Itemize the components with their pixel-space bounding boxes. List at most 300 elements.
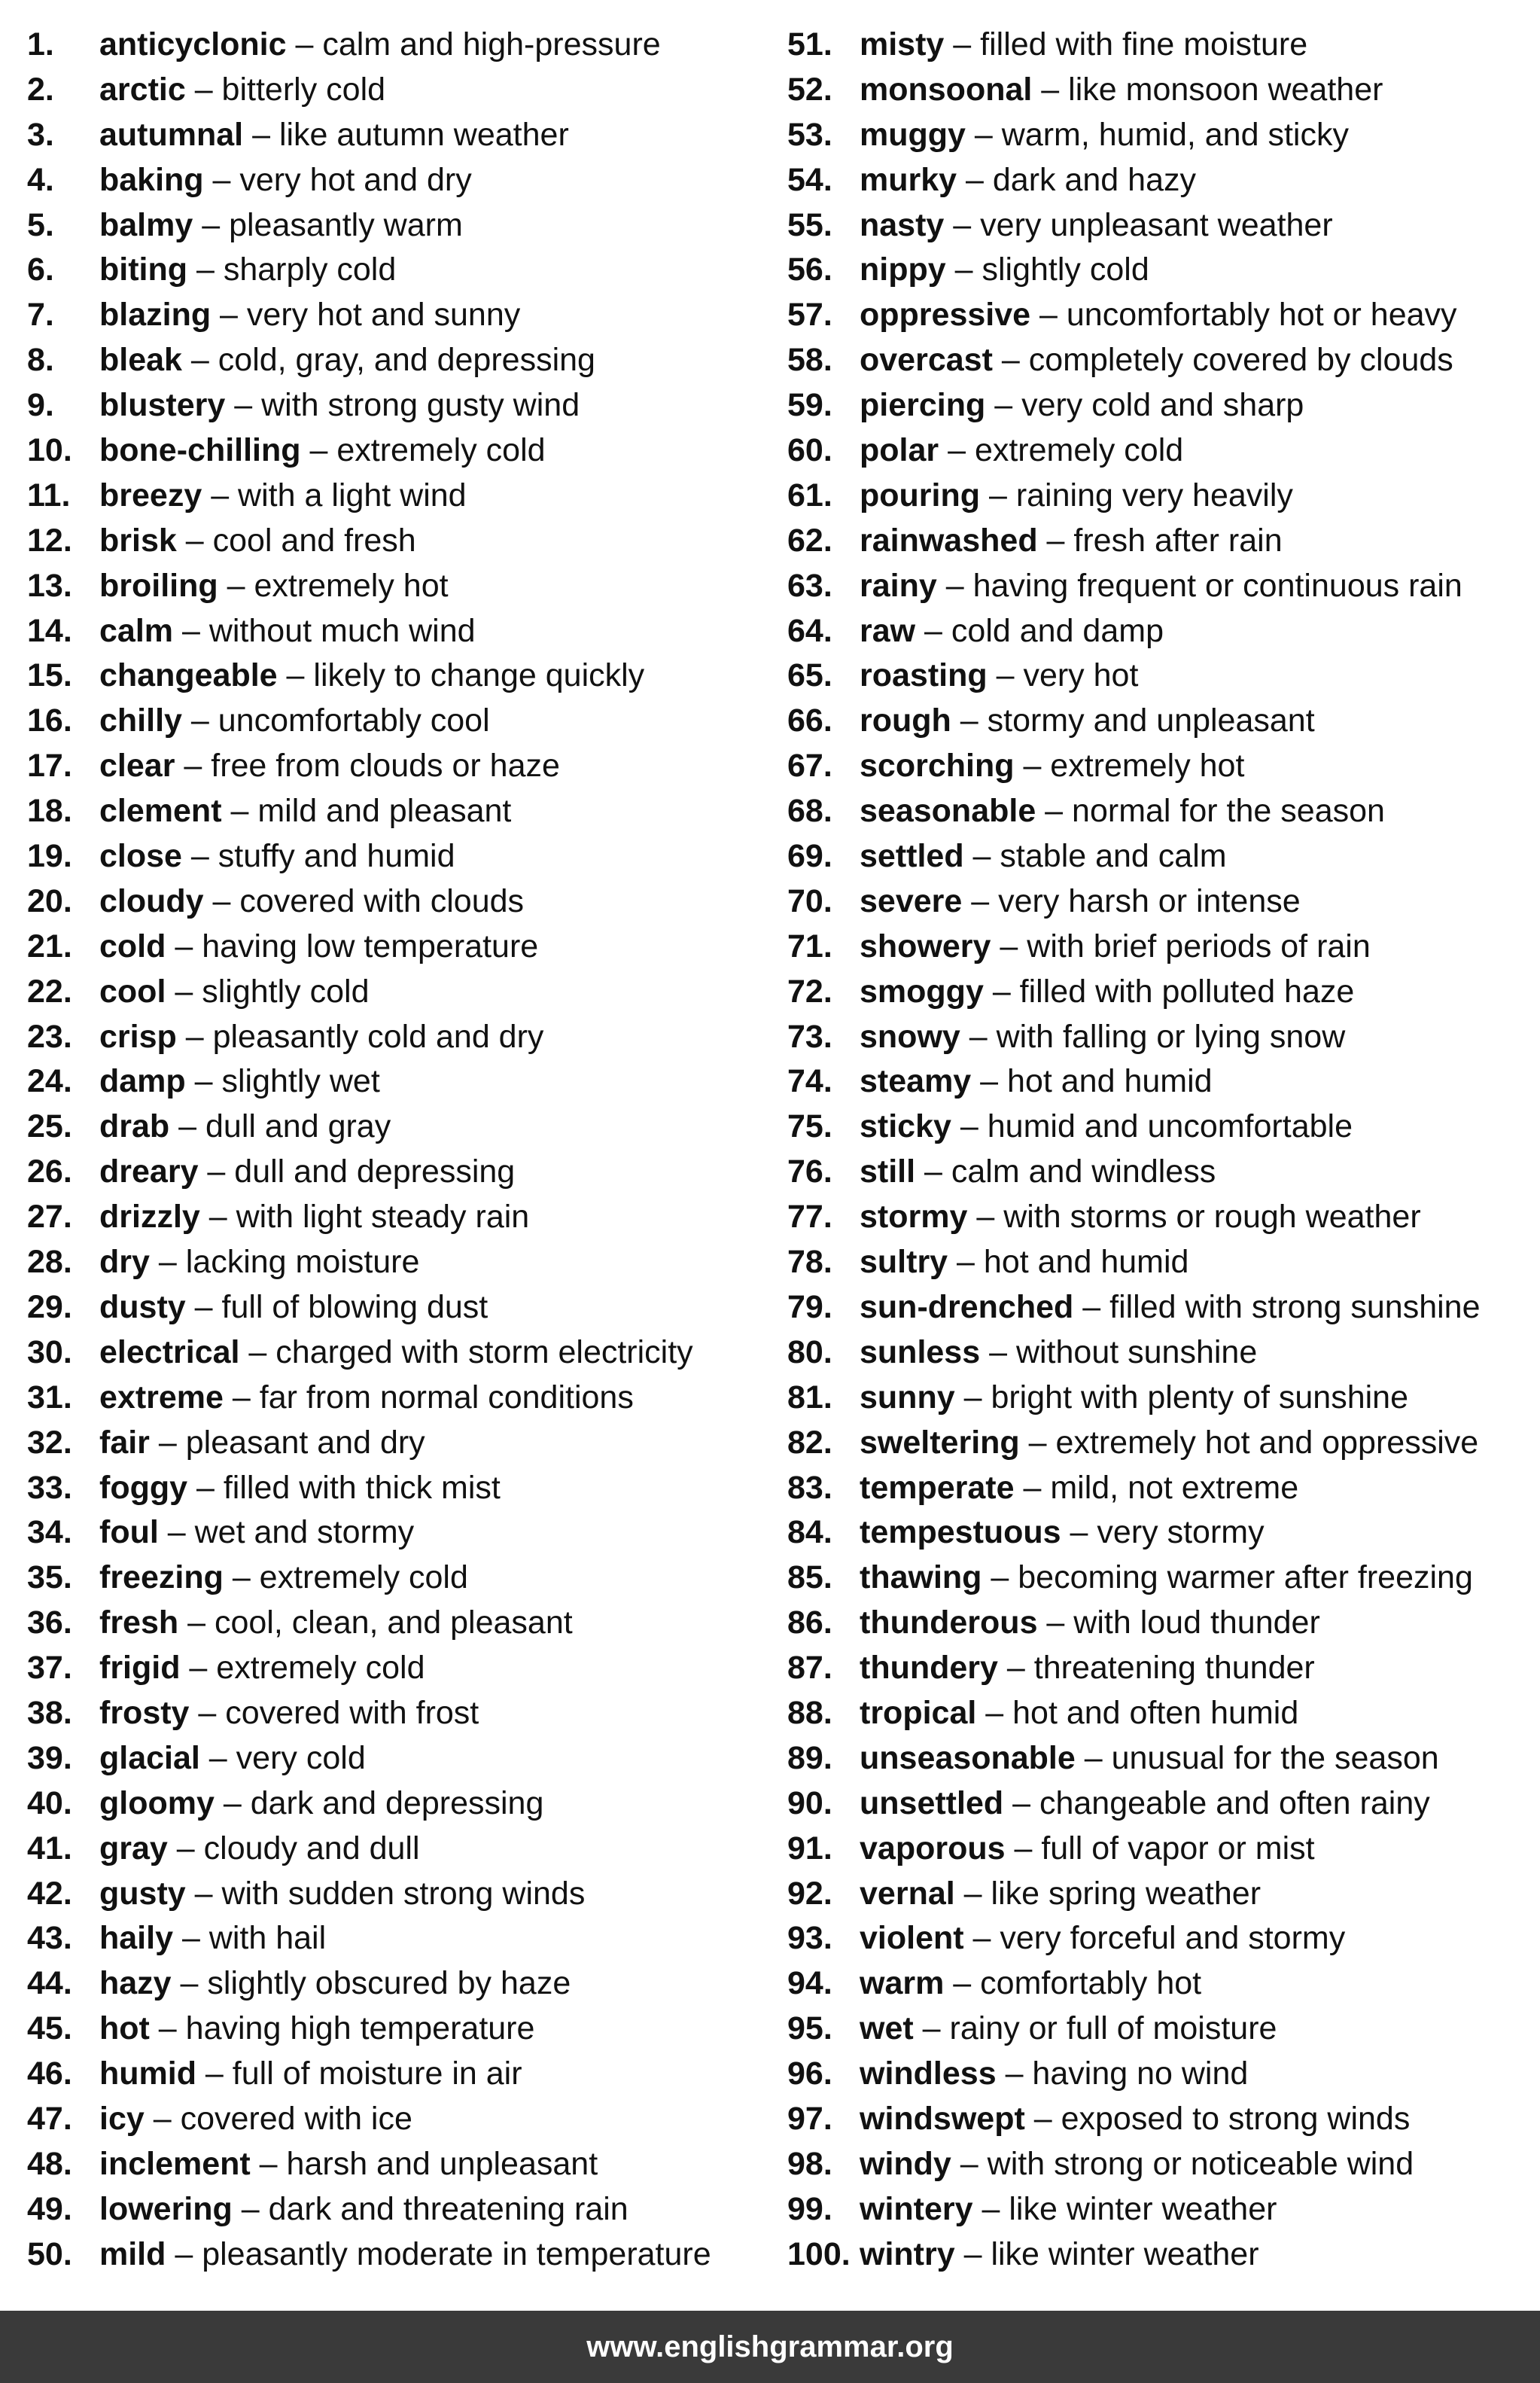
list-item: [27, 1872, 772, 1917]
word-definition: – covered with frost: [189, 1694, 479, 1731]
weather-word: windy: [860, 2145, 951, 2182]
list-item: [27, 1781, 772, 1827]
list-item: [27, 2187, 772, 2232]
list-item: [27, 789, 772, 834]
weather-word: sticky: [860, 1108, 951, 1145]
word-definition: – wet and stormy: [158, 1514, 415, 1551]
list-item: [27, 1059, 772, 1105]
list-item: [787, 744, 1532, 789]
list-item: [787, 2097, 1532, 2142]
footer-url[interactable]: www.englishgrammar.org: [586, 2330, 954, 2363]
item-number: 1.: [27, 26, 54, 62]
word-definition: – like autumn weather: [243, 116, 569, 153]
word-definition: – mild, not extreme: [1014, 1469, 1299, 1506]
word-definition: – lacking moisture: [149, 1244, 420, 1281]
list-item: [27, 158, 772, 203]
list-item: [787, 1376, 1532, 1421]
word-definition: – becoming warmer after freezing: [982, 1559, 1473, 1596]
word-definition: – very hot and sunny: [211, 297, 521, 334]
weather-word: chilly: [99, 702, 182, 739]
weather-word: murky: [860, 161, 957, 198]
word-definition: – with sudden strong winds: [185, 1875, 586, 1912]
list-item: [787, 1421, 1532, 1466]
word-definition: – cool, clean, and pleasant: [178, 1604, 573, 1641]
weather-word: mild: [99, 2235, 166, 2272]
weather-word: sunless: [860, 1333, 981, 1370]
word-definition: – extremely hot: [1014, 748, 1245, 785]
list-item: [27, 744, 772, 789]
weather-word: dreary: [99, 1153, 199, 1190]
weather-word: rainy: [860, 567, 937, 604]
list-item: [27, 879, 772, 925]
weather-word: nippy: [860, 251, 946, 288]
weather-word: oppressive: [860, 297, 1031, 334]
weather-word: monsoonal: [860, 71, 1033, 108]
list-item: [27, 1285, 772, 1330]
item-number: 18.: [27, 793, 72, 830]
word-definition: – slightly obscured by haze: [171, 1965, 571, 2002]
list-item: [787, 203, 1532, 248]
list-item: [27, 1916, 772, 1961]
item-number: 26.: [27, 1153, 72, 1190]
item-number: 22.: [27, 973, 72, 1010]
word-definition: – with hail: [173, 1920, 327, 1957]
weather-word: drizzly: [99, 1199, 200, 1236]
item-number: 45.: [27, 2010, 72, 2047]
weather-word: changeable: [99, 657, 278, 694]
weather-word: haily: [99, 1920, 173, 1957]
list-item: [787, 1466, 1532, 1511]
weather-word: thawing: [860, 1559, 982, 1596]
list-item: [787, 2007, 1532, 2052]
item-number: 43.: [27, 1920, 72, 1957]
list-item: [27, 1376, 772, 1421]
list-item: [27, 1240, 772, 1285]
weather-word: scorching: [860, 748, 1015, 785]
item-number: 33.: [27, 1469, 72, 1506]
weather-word: severe: [860, 882, 963, 919]
item-number: 71.: [787, 928, 832, 964]
list-item: [27, 1961, 772, 2007]
weather-word: unseasonable: [860, 1739, 1076, 1776]
word-definition: – rainy or full of moisture: [913, 2010, 1277, 2047]
list-item: [27, 2232, 772, 2278]
word-definition: – very hot and dry: [203, 161, 472, 198]
word-definition: – extremely hot: [218, 567, 449, 604]
list-item: [787, 789, 1532, 834]
item-number: 87.: [787, 1650, 832, 1687]
word-definition: – like winter weather: [954, 2235, 1259, 2272]
word-definition: – very stormy: [1061, 1514, 1265, 1551]
weather-word: showery: [860, 928, 991, 964]
word-definition: – extremely hot and oppressive: [1019, 1424, 1479, 1461]
footer-bar: [0, 2311, 1540, 2383]
item-number: 51.: [787, 26, 832, 62]
list-item: [787, 2142, 1532, 2187]
weather-word: vernal: [860, 1875, 955, 1912]
list-item: [787, 1510, 1532, 1556]
list-item: [787, 474, 1532, 519]
weather-word: nasty: [860, 206, 945, 243]
weather-word: gray: [99, 1830, 168, 1866]
word-definition: – hot and humid: [971, 1063, 1213, 1100]
word-definition: – dark and depressing: [214, 1784, 544, 1821]
item-number: 61.: [787, 477, 832, 513]
list-item: [787, 293, 1532, 338]
weather-word: hazy: [99, 1965, 172, 2002]
word-definition: – with a light wind: [202, 477, 467, 513]
item-number: 60.: [787, 432, 832, 469]
weather-word: hot: [99, 2010, 150, 2047]
item-number: 16.: [27, 702, 72, 739]
item-number: 25.: [27, 1108, 72, 1145]
word-definition: – dull and gray: [169, 1108, 391, 1145]
list-item: [27, 248, 772, 293]
list-item: [787, 1150, 1532, 1195]
word-definition: – mild and pleasant: [221, 793, 512, 830]
word-definition: – hot and often humid: [976, 1694, 1299, 1731]
list-item: [27, 925, 772, 970]
item-number: 68.: [787, 793, 832, 830]
word-definition: – normal for the season: [1036, 793, 1385, 830]
word-definition: – without sunshine: [980, 1333, 1258, 1370]
word-definition: – very hot: [987, 657, 1139, 694]
weather-word: humid: [99, 2055, 196, 2092]
weather-word: damp: [99, 1063, 186, 1100]
word-list-right-column: [787, 23, 1532, 2278]
word-definition: – pleasantly warm: [193, 206, 463, 243]
word-definition: – with storms or rough weather: [967, 1199, 1421, 1236]
weather-word: settled: [860, 838, 964, 875]
list-item: [27, 699, 772, 744]
item-number: 56.: [787, 251, 832, 288]
list-item: [27, 2007, 772, 2052]
item-number: 32.: [27, 1424, 72, 1461]
item-number: 98.: [787, 2145, 832, 2182]
weather-word: windless: [860, 2055, 997, 2092]
list-item: [787, 699, 1532, 744]
list-item: [787, 2187, 1532, 2232]
item-number: 11.: [27, 477, 71, 513]
item-number: 72.: [787, 973, 832, 1010]
weather-word: sweltering: [860, 1424, 1020, 1461]
list-item: [27, 564, 772, 609]
list-item: [27, 1510, 772, 1556]
weather-word: clement: [99, 793, 222, 830]
weather-word: sun-drenched: [860, 1288, 1074, 1325]
item-number: 39.: [27, 1739, 72, 1776]
item-number: 55.: [787, 206, 832, 243]
word-definition: – pleasantly moderate in temperature: [166, 2235, 711, 2272]
list-item: [27, 2052, 772, 2097]
list-item: [787, 1059, 1532, 1105]
list-item: [27, 1015, 772, 1060]
word-definition: – stuffy and humid: [181, 838, 455, 875]
list-item: [787, 1330, 1532, 1376]
item-number: 57.: [787, 297, 832, 334]
list-item: [787, 1872, 1532, 1917]
word-definition: – warm, humid, and sticky: [965, 116, 1349, 153]
word-definition: – with brief periods of rain: [991, 928, 1371, 964]
word-definition: – cool and fresh: [176, 522, 416, 559]
word-definition: – uncomfortably cool: [181, 702, 490, 739]
item-number: 8.: [27, 342, 54, 379]
word-definition: – extremely cold: [300, 432, 546, 469]
weather-word: inclement: [99, 2145, 251, 2182]
word-definition: – stable and calm: [963, 838, 1227, 875]
word-definition: – uncomfortably hot or heavy: [1030, 297, 1457, 334]
item-number: 86.: [787, 1604, 832, 1641]
word-definition: – full of vapor or mist: [1005, 1830, 1315, 1866]
item-number: 53.: [787, 116, 832, 153]
weather-word: fair: [99, 1424, 150, 1461]
item-number: 58.: [787, 342, 832, 379]
weather-word: unsettled: [860, 1784, 1004, 1821]
weather-word: icy: [99, 2100, 145, 2137]
item-number: 95.: [787, 2010, 832, 2047]
weather-word: frigid: [99, 1650, 181, 1687]
weather-word: biting: [99, 251, 188, 288]
weather-word: polar: [860, 432, 939, 469]
word-definition: – far from normal conditions: [223, 1379, 634, 1415]
item-number: 38.: [27, 1694, 72, 1731]
word-definition: – very cold: [199, 1739, 366, 1776]
weather-word: glacial: [99, 1739, 200, 1776]
item-number: 93.: [787, 1920, 832, 1957]
weather-word: clear: [99, 748, 175, 785]
list-item: [787, 1736, 1532, 1781]
weather-word: lowering: [99, 2190, 233, 2227]
list-item: [787, 338, 1532, 383]
weather-word: rainwashed: [860, 522, 1038, 559]
item-number: 31.: [27, 1379, 72, 1415]
list-item: [27, 1736, 772, 1781]
weather-word: overcast: [860, 342, 993, 379]
list-item: [27, 293, 772, 338]
weather-word: raw: [860, 612, 916, 649]
weather-word: drab: [99, 1108, 170, 1145]
weather-word: steamy: [860, 1063, 972, 1100]
list-item: [27, 2097, 772, 2142]
weather-word: blustery: [99, 387, 226, 424]
weather-word: broiling: [99, 567, 218, 604]
word-definition: – exposed to strong winds: [1024, 2100, 1411, 2137]
item-number: 52.: [787, 71, 832, 108]
item-number: 24.: [27, 1063, 72, 1100]
word-definition: – covered with ice: [144, 2100, 412, 2137]
weather-word: freezing: [99, 1559, 224, 1596]
weather-word: crisp: [99, 1018, 177, 1055]
item-number: 99.: [787, 2190, 832, 2227]
word-definition: – stormy and unpleasant: [951, 702, 1315, 739]
weather-word: bleak: [99, 342, 182, 379]
word-definition: – free from clouds or haze: [175, 748, 560, 785]
list-item: [787, 654, 1532, 699]
list-item: [27, 113, 772, 158]
word-definition: – like winter weather: [972, 2190, 1277, 2227]
weather-word: dry: [99, 1244, 150, 1281]
weather-word: violent: [860, 1920, 964, 1957]
item-number: 89.: [787, 1739, 832, 1776]
list-item: [27, 609, 772, 654]
list-item: [27, 1195, 772, 1240]
word-definition: – slightly cold: [945, 251, 1149, 288]
item-number: 82.: [787, 1424, 832, 1461]
item-number: 4.: [27, 161, 54, 198]
item-number: 6.: [27, 251, 54, 288]
weather-word: wintery: [860, 2190, 973, 2227]
item-number: 48.: [27, 2145, 72, 2182]
list-item: [787, 519, 1532, 564]
list-item: [787, 879, 1532, 925]
weather-word: roasting: [860, 657, 988, 694]
weather-word: piercing: [860, 387, 986, 424]
item-number: 78.: [787, 1244, 832, 1281]
list-item: [787, 1556, 1532, 1601]
list-item: [787, 1240, 1532, 1285]
word-definition: – full of moisture in air: [196, 2055, 522, 2092]
list-item: [787, 428, 1532, 474]
weather-word: temperate: [860, 1469, 1015, 1506]
list-item: [787, 609, 1532, 654]
item-number: 62.: [787, 522, 832, 559]
list-item: [27, 1691, 772, 1736]
weather-word: stormy: [860, 1199, 968, 1236]
weather-word: vaporous: [860, 1830, 1006, 1866]
word-list-left-column: [27, 23, 772, 2278]
weather-word: cloudy: [99, 882, 204, 919]
list-item: [787, 1916, 1532, 1961]
item-number: 90.: [787, 1784, 832, 1821]
word-definition: – like spring weather: [954, 1875, 1262, 1912]
item-number: 50.: [27, 2235, 72, 2272]
word-definition: – threatening thunder: [997, 1650, 1315, 1687]
weather-word: electrical: [99, 1333, 240, 1370]
word-definition: – filled with thick mist: [187, 1469, 501, 1506]
word-definition: – with light steady rain: [199, 1199, 530, 1236]
word-definition: – filled with polluted haze: [983, 973, 1355, 1010]
word-definition: – sharply cold: [187, 251, 397, 288]
list-item: [27, 474, 772, 519]
item-number: 46.: [27, 2055, 72, 2092]
item-number: 34.: [27, 1514, 72, 1551]
item-number: 91.: [787, 1830, 832, 1866]
list-item: [787, 1646, 1532, 1691]
item-number: 96.: [787, 2055, 832, 2092]
weather-word: misty: [860, 26, 945, 62]
weather-word: extreme: [99, 1379, 224, 1415]
word-definition: – filled with fine moisture: [944, 26, 1308, 62]
item-number: 47.: [27, 2100, 72, 2137]
item-number: 40.: [27, 1784, 72, 1821]
word-definition: – dull and depressing: [198, 1153, 516, 1190]
weather-word: bone-chilling: [99, 432, 301, 469]
list-item: [27, 203, 772, 248]
list-item: [787, 1827, 1532, 1872]
item-number: 29.: [27, 1288, 72, 1325]
list-item: [27, 519, 772, 564]
list-item: [27, 1601, 772, 1646]
list-item: [787, 1601, 1532, 1646]
item-number: 70.: [787, 882, 832, 919]
word-definition: – extremely cold: [939, 432, 1184, 469]
list-item: [787, 1015, 1532, 1060]
weather-word: windswept: [860, 2100, 1025, 2137]
list-item: [27, 428, 772, 474]
item-number: 65.: [787, 657, 832, 694]
word-definition: – very forceful and stormy: [963, 1920, 1346, 1957]
word-definition: – slightly wet: [185, 1063, 380, 1100]
weather-word: baking: [99, 161, 204, 198]
word-definition: – filled with strong sunshine: [1073, 1288, 1481, 1325]
list-item: [787, 1285, 1532, 1330]
weather-word: muggy: [860, 116, 966, 153]
list-item: [787, 2052, 1532, 2097]
weather-word: breezy: [99, 477, 202, 513]
item-number: 37.: [27, 1650, 72, 1687]
item-number: 35.: [27, 1559, 72, 1596]
item-number: 64.: [787, 612, 832, 649]
item-number: 42.: [27, 1875, 72, 1912]
item-number: 41.: [27, 1830, 72, 1866]
word-definition: – full of blowing dust: [185, 1288, 488, 1325]
word-definition: – extremely cold: [180, 1650, 425, 1687]
list-item: [787, 23, 1532, 68]
weather-word: tropical: [860, 1694, 977, 1731]
weather-word: wintry: [860, 2235, 955, 2272]
item-number: 12.: [27, 522, 72, 559]
weather-word: balmy: [99, 206, 193, 243]
list-item: [27, 1150, 772, 1195]
weather-word: wet: [860, 2010, 914, 2047]
word-definition: – with loud thunder: [1037, 1604, 1320, 1641]
weather-word: sultry: [860, 1244, 948, 1281]
item-number: 81.: [787, 1379, 832, 1415]
word-definition: – fresh after rain: [1037, 522, 1283, 559]
weather-word: frosty: [99, 1694, 190, 1731]
item-number: 44.: [27, 1965, 72, 2002]
word-definition: – charged with storm electricity: [239, 1333, 693, 1370]
list-item: [787, 1105, 1532, 1150]
word-definition: – calm and windless: [915, 1153, 1216, 1190]
item-number: 66.: [787, 702, 832, 739]
item-number: 36.: [27, 1604, 72, 1641]
list-item: [27, 2142, 772, 2187]
list-item: [27, 1466, 772, 1511]
list-item: [787, 834, 1532, 879]
weather-word: cool: [99, 973, 166, 1010]
weather-word: cold: [99, 928, 166, 964]
word-definition: – dark and threatening rain: [232, 2190, 628, 2227]
list-item: [787, 383, 1532, 428]
item-number: 80.: [787, 1333, 832, 1370]
word-definition: – without much wind: [173, 612, 476, 649]
item-number: 97.: [787, 2100, 832, 2137]
word-definition: – having low temperature: [166, 928, 539, 964]
item-number: 88.: [787, 1694, 832, 1731]
word-definition: – cloudy and dull: [167, 1830, 420, 1866]
word-definition: – cold, gray, and depressing: [181, 342, 595, 379]
word-definition: – bitterly cold: [185, 71, 386, 108]
list-item: [787, 564, 1532, 609]
weather-word: snowy: [860, 1018, 960, 1055]
item-number: 84.: [787, 1514, 832, 1551]
item-number: 5.: [27, 206, 54, 243]
item-number: 30.: [27, 1333, 72, 1370]
weather-word: gusty: [99, 1875, 186, 1912]
list-item: [27, 1421, 772, 1466]
item-number: 2.: [27, 71, 54, 108]
